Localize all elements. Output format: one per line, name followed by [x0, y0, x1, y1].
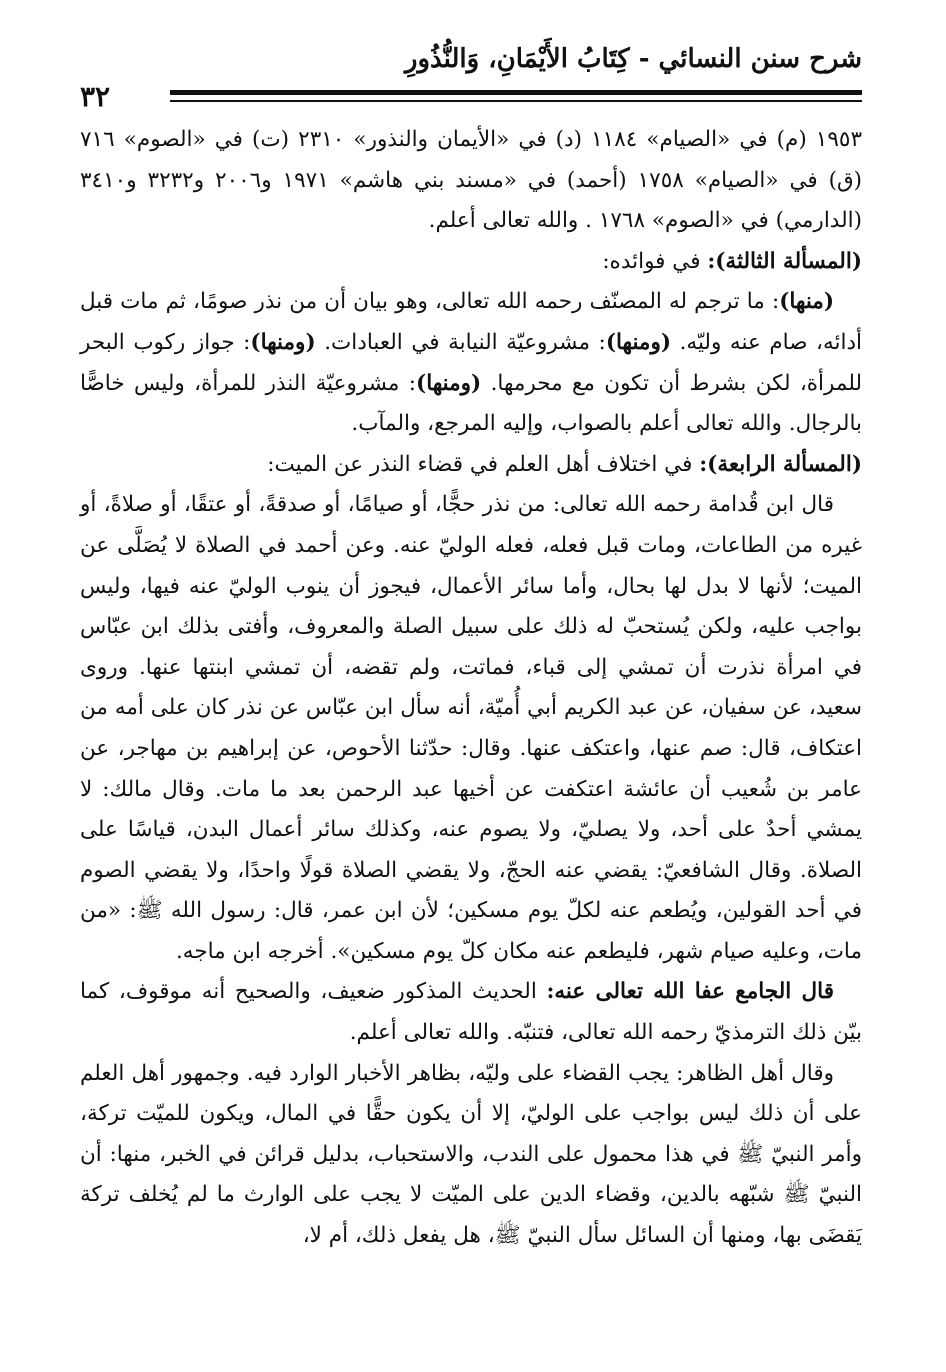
header-rule-thick: [170, 90, 862, 95]
ibn-qudama-paragraph: قال ابن قُدامة رحمه الله تعالى: من نذر حجًّا، أو صيامًا، أو صدقةً، أو عتقًا، أو صلاةً، أو غيره من الطاعات، ومات قبل فعله، فعله الوليّ عنه. وعن أحمد في الصلاة لا يُصَلَّى عن الميت؛ لأنها لا بدل لها بحال، وأما سائر الأعمال، فيجوز أن ينوب الوليّ عنه فيها، وليس بواجب عليه، ولكن يُستحبّ له ذلك على سبيل الصلة والمعروف، وأفتى بذلك ابن عبّاس في امرأة نذرت أن تمشي إلى قباء، فماتت، ولم تقضه، أن تمشي ابنتها عنها. وروى سعيد، عن سفيان، عن عبد الكريم أبي أُميّة، أنه سأل ابن عبّاس عن نذر كان على أمه من اعتكاف، قال: صم عنها، واعتكف عنها. وقال: حدّثنا الأحوص، عن إبراهيم بن مهاجر، عن عامر بن شُعيب أن عائشة اعتكفت عن أخيها عبد الرحمن بعد ما مات. وقال مالك: لا يمشي أحدٌ على أحد، ولا يصليّ، ولا يصوم عنه، وكذلك سائر أعمال البدن، قياسًا على الصلاة. وقال الشافعيّ: يقضي عنه الحجّ، ولا يقضي الصلاة قولًا واحدًا، ولا يقضي الصوم في أحد القولين، ويُطعم عنه لكلّ يوم مسكين؛ لأن ابن عمر، قال: رسول الله ﷺ: «من مات، وعليه صيام شهر، فليطعم عنه مكان كلّ يوم مسكين». أخرجه ابن ماجه.: [80, 492, 862, 964]
page-body: [80, 120, 862, 1257]
compiler-note-paragraph: قال الجامع عفا الله تعالى عنه: الحديث المذكور ضعيف، والصحيح أنه موقوف، كما بيّن ذلك الترمذيّ رحمه الله تعالى، فتنبّه. والله تعالى أعلم.: [80, 979, 862, 1046]
page-header: [80, 40, 862, 113]
page-number: ٣٢: [80, 80, 111, 113]
header-rule-thin: [170, 100, 862, 102]
section-heading-third-issue: (المسألة الثالثة): في فوائده:: [602, 248, 862, 274]
footnote-citations: ١٩٥٣ (م) في «الصيام» ١١٨٤ (د) في «الأيمان والنذور» ٢٣١٠ (ت) في «الصوم» ٧١٦ (ق) في «الصيام» ١٧٥٨ (أحمد) في «مسند بني هاشم» ١٩٧١ و٢٠٠٦ و٣٢٣٢ و٣٤١٠ (الدارمي) في «الصوم» ١٧٦٨ . والله تعالى أعلم.: [80, 127, 863, 234]
running-title: شرح سنن النسائي - كِتَابُ الأَيْمَانِ، وَالنُّذُورِ: [404, 44, 862, 74]
benefits-paragraph: (منها): ما ترجم له المصنّف رحمه الله تعالى، وهو بيان أن من نذر صومًا، ثم مات قبل أدائه، صام عنه وليّه. (ومنها): مشروعيّة النيابة في العبادات. (ومنها): جواز ركوب البحر للمرأة، لكن بشرط أن تكون مع محرمها. (ومنها): مشروعيّة النذر للمرأة، وليس خاصًّا بالرجال. والله تعالى أعلم بالصواب، وإليه المرجع، والمآب.: [80, 289, 862, 437]
section-heading-fourth-issue: (المسألة الرابعة): في اختلاف أهل العلم في قضاء النذر عن الميت:: [267, 451, 862, 477]
zahiri-view-paragraph: وقال أهل الظاهر: يجب القضاء على وليّه، بظاهر الأخبار الوارد فيه. وجمهور أهل العلم على أن ذلك ليس بواجب على الوليّ، إلا أن يكون حقًّا في المال، ويكون للميّت تركة، وأمر النبيّ ﷺ في هذا محمول على الندب، والاستحباب، بدليل قرائن في الخبر، منها: أن النبيّ ﷺ شبّهه بالدين، وقضاء الدين على الميّت لا يجب على الوارث ما لم يُخلف تركة يَقضَى بها، ومنها أن السائل سأل النبيّ ﷺ، هل يفعل ذلك، أم لا،: [80, 1060, 862, 1249]
